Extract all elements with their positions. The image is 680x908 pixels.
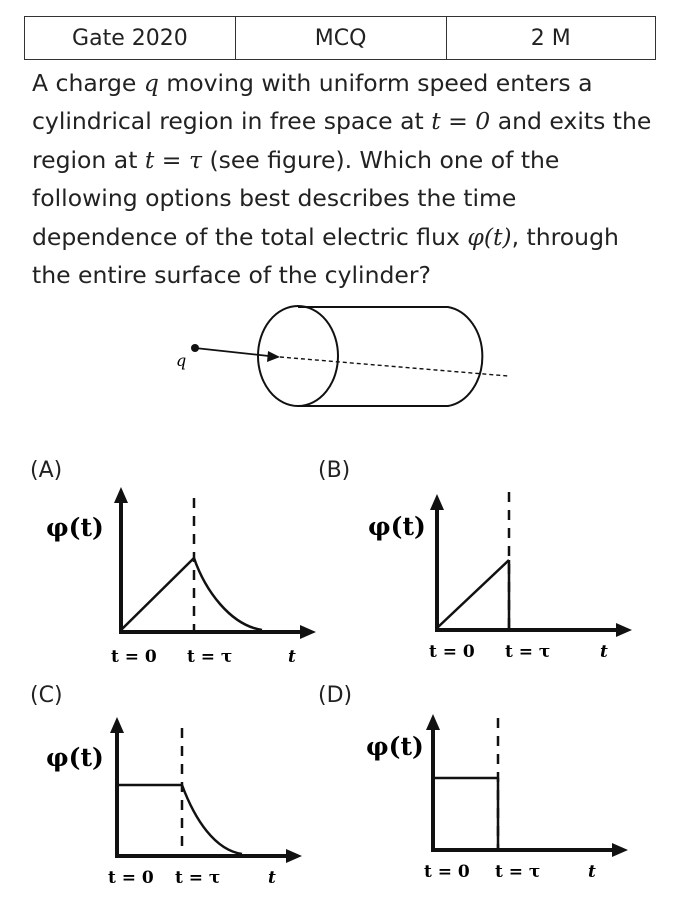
flux-curve [121,558,194,630]
flux-decay-curve [194,558,262,630]
question-part: and exits the region at [32,107,652,174]
math-t-tau: t = τ [144,145,202,174]
question-type-cell: MCQ [235,17,446,60]
flux-curve [437,560,509,628]
graph-a [46,487,316,667]
question-part: moving with uniform speed enters a cylindrical region in free space at [32,69,593,136]
tick-ttau: t = τ [187,647,233,667]
tick-t0: t = 0 [429,642,475,662]
charge-label: q [176,351,187,370]
tick-t0: t = 0 [424,862,470,882]
x-axis-label: t [268,868,276,888]
charge-dot [191,344,199,352]
tick-ttau: t = τ [495,862,541,882]
y-axis-label: φ(t) [46,743,104,772]
x-axis-label: t [588,862,596,882]
cylinder-figure [176,306,508,406]
x-axis-label: t [600,642,608,662]
y-axis-label: φ(t) [368,512,426,541]
option-b-label[interactable]: (B) [318,458,351,483]
option-d-label[interactable]: (D) [318,683,353,708]
marks-cell: 2 M [446,17,656,60]
option-c-label[interactable]: (C) [30,683,63,708]
tick-t0: t = 0 [108,868,154,888]
charge-path [195,348,278,357]
question-part: A charge [32,69,144,97]
x-axis-arrow-icon [300,625,316,639]
tick-ttau: t = τ [505,642,551,662]
math-t-zero: t = 0 [431,107,491,136]
charge-path-dashed [280,357,508,376]
question-part: , through the entire surface of the cylinder? [32,222,619,290]
option-a-label[interactable]: (A) [30,458,63,483]
x-axis-arrow-icon [612,843,628,857]
y-axis-label: φ(t) [366,732,424,761]
tick-t0: t = 0 [111,647,157,667]
x-axis-arrow-icon [616,623,632,637]
flux-decay-curve [182,785,242,854]
math-charge: q [143,69,159,97]
x-axis-label: t [288,647,296,667]
y-axis-arrow-icon [114,487,128,503]
graph-b [368,492,632,662]
y-axis-label: φ(t) [46,513,104,542]
graph-c [46,717,302,888]
arrow-head-icon [267,351,280,362]
tick-ttau: t = τ [175,868,221,888]
y-axis-arrow-icon [426,714,440,730]
y-axis-arrow-icon [110,717,124,733]
y-axis-arrow-icon [430,494,444,510]
exam-cell: Gate 2020 [25,17,236,60]
question-part: (see figure). Which one of the following options best describes the time dependence of the total electric flux [32,145,560,251]
math-phi: φ(t) [467,222,512,251]
x-axis-arrow-icon [286,849,302,863]
graph-d [366,714,628,882]
